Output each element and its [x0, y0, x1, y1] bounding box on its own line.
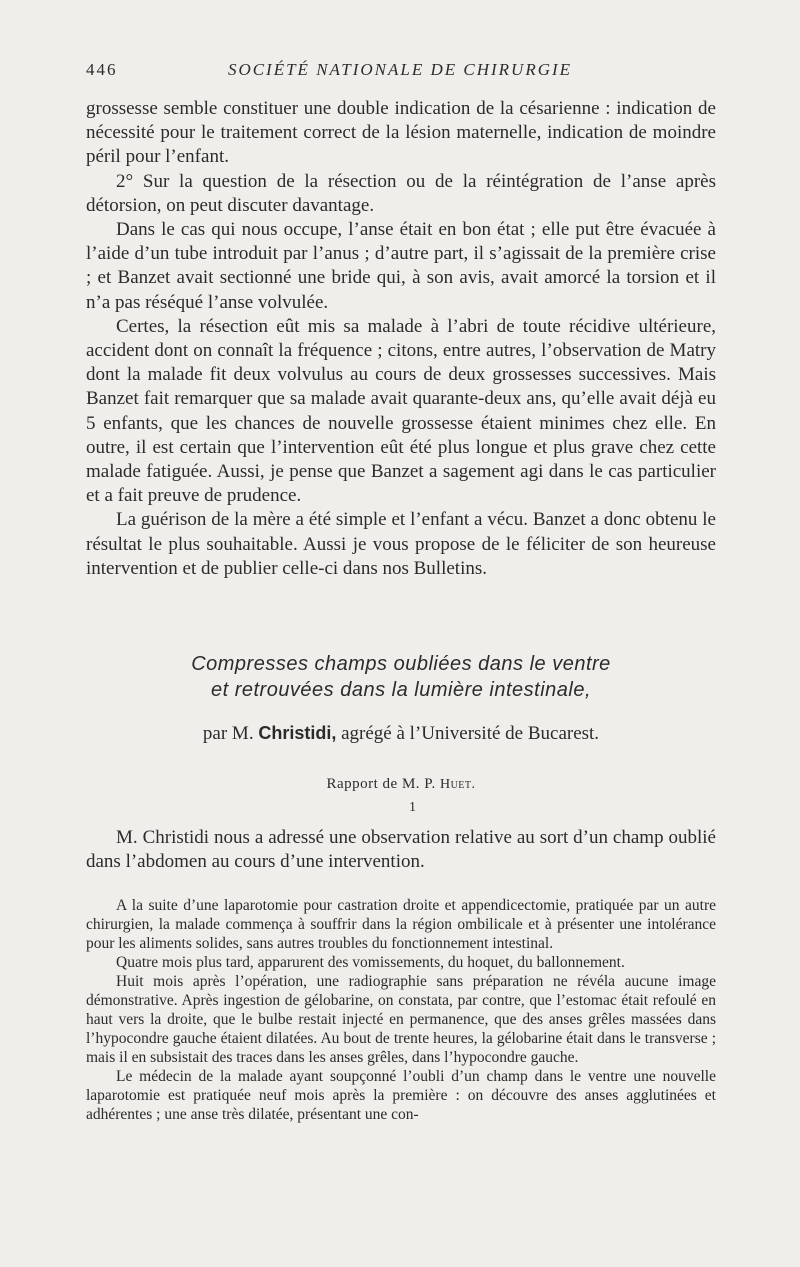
footnote-mark: 1 — [409, 800, 416, 815]
paragraph: M. Christidi nous a adressé une observation relative au sort d’un champ oublié dans l’abdomen au cours d’une intervention. — [86, 827, 716, 873]
article-intro — [86, 826, 716, 874]
case-report-text — [86, 896, 716, 1124]
paragraph: grossesse semble constituer une double indication de la césarienne : indication de nécessité pour le traitement correct de la lésion maternelle, indication de moindre péril pour l’enfant. — [86, 98, 716, 168]
previous-article-text — [86, 97, 716, 581]
article-title — [86, 651, 716, 703]
paragraph: 2° Sur la question de la résection ou de la réintégration de l’anse après détorsion, on peut discuter davantage. — [86, 170, 716, 216]
report-prefix: Rapport de M. P. — [326, 776, 436, 792]
running-head — [86, 60, 714, 86]
paragraph: Dans le cas qui nous occupe, l’anse était en bon état ; elle put être évacuée à l’aide d’un tube introduit par l’anus ; d’autre part, il s’agissait de la première crise ; et Banzet avait sectionné une bride qui, à son avis, avait amorcé la torsion et il n’a pas réséqué l’anse volvulée. — [86, 219, 716, 313]
page-number: 446 — [86, 60, 118, 79]
report-author: Huet. — [439, 777, 476, 792]
article-title-line: et retrouvées dans la lumière intestinale, — [210, 679, 592, 701]
paragraph: Certes, la résection eût mis sa malade à l’abri de toute récidive ultérieure, accident dont on connaît la fréquence ; citons, entre autres, l’observation de Matry dont la malade fit deux volvulus au cours de deux grossesses successives. Mais Banzet fait remarquer que sa malade avait quarante-deux ans, qu’elle avait déjà eu 5 enfants, que les chances de nouvelle grossesse étaient minimes chez elle. En outre, il est certain que l’intervention eût été plus longue et plus grave chez cette malade fatiguée. Aussi, je pense que Banzet a sagement agi dans le cas particulier et a fait preuve de prudence. — [86, 315, 716, 507]
author-name: Christidi, — [258, 723, 337, 743]
byline-prefix: par M. — [202, 723, 254, 744]
paragraph: Le médecin de la malade ayant soupçonné l’oubli d’un champ dans le ventre une nouvelle laparotomie est pratiquée neuf mois après la première : on découvre des anses agglutinées et adhérentes ; une anse très dilatée, présentant une con- — [86, 1068, 716, 1123]
report-line — [86, 776, 716, 793]
paragraph: La guérison de la mère a été simple et l’enfant a vécu. Banzet a donc obtenu le résultat le plus souhaitable. Aussi je vous propose de le féliciter de son heureuse intervention et de publier celle-ci dans nos Bulletins. — [86, 509, 716, 579]
paragraph: Quatre mois plus tard, apparurent des vomissements, du hoquet, du ballonnement. — [116, 954, 625, 971]
byline — [86, 723, 716, 745]
journal-title: SOCIÉTÉ NATIONALE DE CHIRURGIE — [227, 60, 573, 79]
article-title-line: Compresses champs oubliées dans le ventre — [191, 653, 611, 675]
paragraph: A la suite d’une laparotomie pour castration droite et appendicectomie, pratiquée par un autre chirurgien, la malade commença à souffrir dans la région ombilicale et à présenter une intolérance pour les aliments solides, sans autres troubles du fonctionnement intestinal. — [86, 897, 716, 952]
paragraph: Huit mois après l’opération, une radiographie sans préparation ne révéla aucune image démonstrative. Après ingestion de gélobarine, on constata, par contre, que l’estomac était refoulé en haut vers la droite, que le bulbe restait injecté en permanence, que des anses grêles massées dans l’hypocondre gauche étaient dilatées. Au bout de trente heures, la gélobarine était dans le transverse ; mais il en subsistait des traces dans les anses grêles, dans l’hypocondre gauche. — [86, 973, 716, 1066]
byline-affiliation: agrégé à l’Université de Bucarest. — [341, 723, 600, 744]
